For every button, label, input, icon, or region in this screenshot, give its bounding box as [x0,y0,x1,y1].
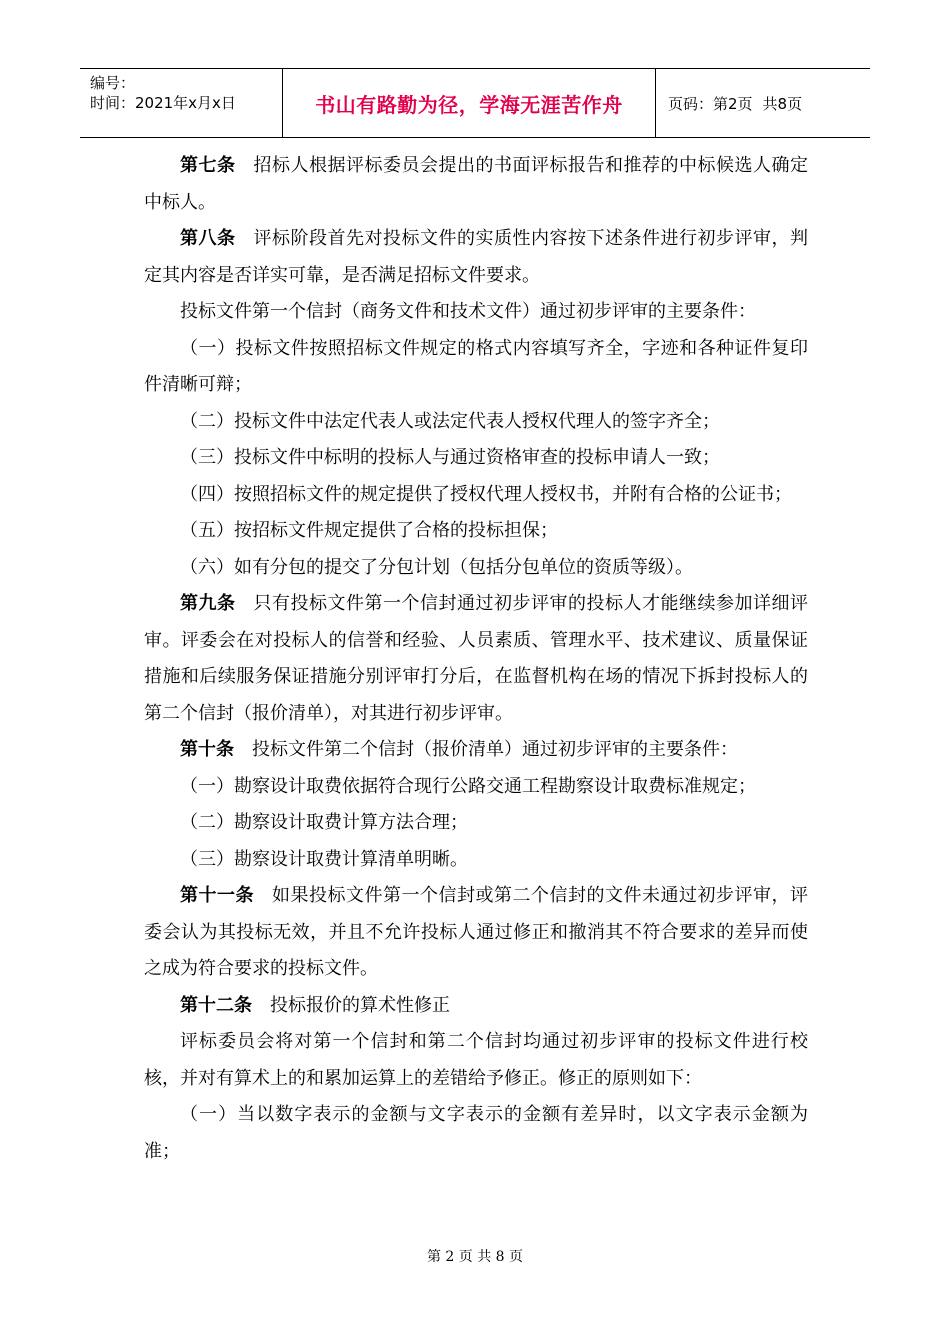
header-motto-cell [283,69,656,137]
paragraph-text: （一）投标文件按照招标文件规定的格式内容填写齐全，字迹和各种证件复印件清晰可辩； [144,337,808,395]
header-meta [80,69,283,137]
paragraph [144,1024,808,1097]
article-heading: 第十二条 [180,994,252,1016]
list-item [144,769,808,806]
paragraph-text: （二）投标文件中法定代表人或法定代表人授权代理人的签字齐全； [180,410,720,432]
paragraph [144,988,808,1025]
paragraph [144,294,808,331]
header-page-number: 页码：第2页 [668,94,753,113]
list-item [144,404,808,441]
paragraph-text: （一）当以数字表示的金额与文字表示的金额有差异时，以文字表示金额为准； [144,1104,808,1162]
paragraph [144,586,808,732]
paragraph [144,732,808,769]
header-motto: 书山有路勤为径，学海无涯苦作舟 [315,92,623,117]
list-item [144,331,808,404]
paragraph-text: 投标报价的算术性修正 [270,994,450,1016]
paragraph-text: （一）勘察设计取费依据符合现行公路交通工程勘察设计取费标准规定； [180,775,756,797]
list-item [144,805,808,842]
article-heading: 第十一条 [180,885,254,906]
paragraph-text: 评标委员会将对第一个信封和第二个信封均通过初步评审的投标文件进行校核，并对有算术上的和累加运算上的差错给予修正。修正的原则如下： [144,1031,808,1089]
paragraph-text: 评标阶段首先对投标文件的实质性内容按下述条件进行初步评审，判定其内容是否详实可靠，是否满足招标文件要求。 [144,228,808,286]
list-item [144,477,808,514]
paragraph-text: 如果投标文件第一个信封或第二个信封的文件未通过初步评审，评委会认为其投标无效，并且不允许投标人通过修正和撤消其不符合要求的差异而使之成为符合要求的投标文件。 [144,885,808,979]
list-item [144,513,808,550]
paragraph-text: （三）勘察设计取费计算清单明晰。 [180,848,468,870]
paragraph-text: 招标人根据评标委员会提出的书面评标报告和推荐的中标候选人确定中标人。 [144,155,808,213]
paragraph [144,221,808,294]
paragraph-text: 投标文件第二个信封（报价清单）通过初步评审的主要条件： [252,739,738,760]
paragraph [144,148,808,221]
page-header [80,68,870,138]
list-item [144,1097,808,1170]
page-footer: 第 2 页 共 8 页 [426,1249,524,1265]
paragraph-text: 投标文件第一个信封（商务文件和技术文件）通过初步评审的主要条件： [180,301,756,322]
paragraph-text: （六）如有分包的提交了分包计划（包括分包单位的资质等级）。 [180,556,693,578]
article-heading: 第九条 [180,593,236,614]
list-item [144,550,808,587]
article-heading: 第十条 [180,739,234,760]
list-item [144,842,808,879]
paragraph-text: （四）按照招标文件的规定提供了授权代理人授权书，并附有合格的公证书； [180,483,792,505]
paragraph-text: （三）投标文件中标明的投标人与通过资格审查的投标申请人一致； [180,447,720,468]
header-page-info [656,69,870,137]
document-date: 时间：2021年x月x日 [90,94,236,112]
document-number-label: 编号： [90,74,136,92]
article-heading: 第八条 [180,228,236,249]
article-heading: 第七条 [180,155,236,176]
paragraph [144,878,808,988]
header-page-total: 共8页 [762,94,803,113]
list-item [144,440,808,477]
paragraph-text: （五）按招标文件规定提供了合格的投标担保； [180,520,558,541]
paragraph-text: 只有投标文件第一个信封通过初步评审的投标人才能继续参加详细评审。评委会在对投标人的信誉和经验、人员素质、管理水平、技术建议、质量保证措施和后续服务保证措施分别评审打分后，在监督机构在场的情况下拆封投标人的第二个信封（报价清单），对其进行初步评审。 [144,593,808,724]
paragraph-text: （二）勘察设计取费计算方法合理； [180,812,468,833]
document-body [144,148,808,1170]
